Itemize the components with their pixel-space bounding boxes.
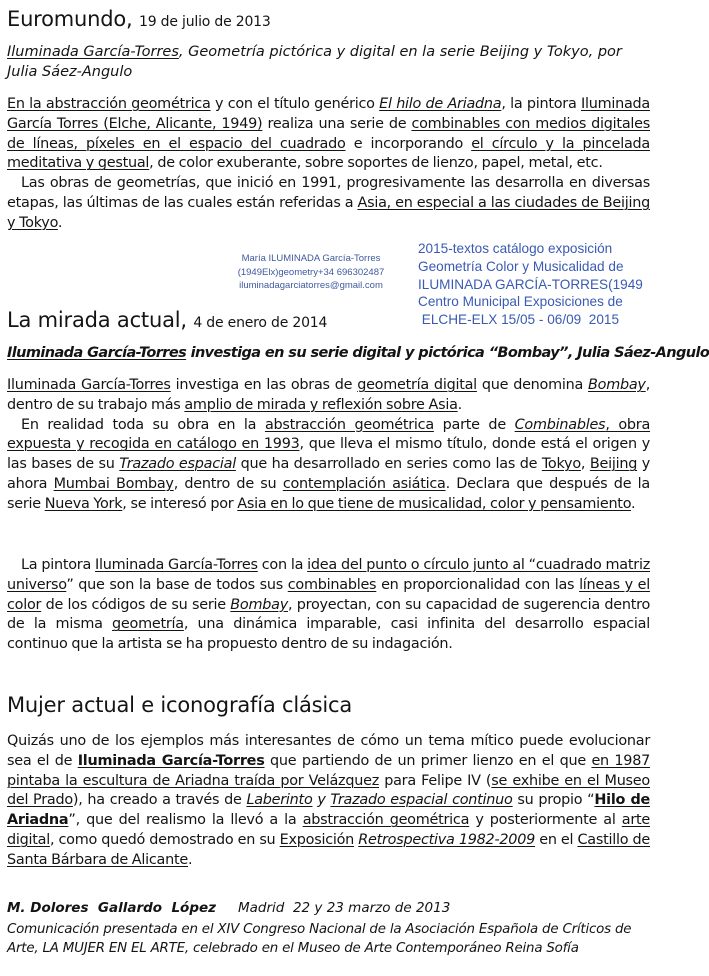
section1-byline bbox=[7, 42, 651, 82]
conference-note: Comunicación presentada en el XIV Congreso Nacional de la Asociación Española de Críticos de Arte, LA MUJER EN EL ARTE, celebrado en el Museo de Arte Contemporáneo Reina Sofía bbox=[7, 922, 632, 956]
text-span: , se interesó por bbox=[122, 495, 238, 512]
section3-body bbox=[7, 732, 650, 871]
text-span: Nueva York bbox=[44, 495, 123, 512]
text-span: La pintora bbox=[21, 557, 96, 573]
section1-byline-rest: , Geometría pictórica y digital en la serie Beijing y Tokyo, por Julia Sáez-Angulo bbox=[7, 44, 622, 80]
text-span: ” que son la base de todos sus bbox=[66, 576, 288, 593]
section2-paragraph-1 bbox=[7, 376, 650, 416]
credit-name: M. Dolores Gallardo López bbox=[7, 900, 216, 916]
text-span: parte de bbox=[433, 416, 515, 433]
text-span: en 1987 pintaba la escultura de Ariadna traída por Velázquez bbox=[7, 752, 651, 789]
text-span: se exhibe en el Museo del Prado bbox=[7, 772, 650, 809]
text-span: el círculo y la pincelada meditativa y gestual bbox=[7, 135, 650, 172]
text-span: , una dinámica imparable, casi infinita del desarrollo espacial continuo que la artista se ha propuesto dentro de su indagación. bbox=[7, 616, 650, 653]
text-span: abstracción geométrica bbox=[264, 416, 434, 433]
text-span: , dentro de su bbox=[173, 475, 283, 492]
section3-heading bbox=[7, 693, 352, 717]
text-span: Quizás uno de los ejemplos más interesantes de cómo un tema mítico puede evolucionar sea el de bbox=[7, 733, 650, 769]
text-span: realiza una serie de bbox=[262, 115, 412, 132]
text-span: y bbox=[312, 792, 331, 809]
text-span: Iluminada García-Torres bbox=[95, 557, 258, 573]
section3-title: Mujer actual e iconografía clásica bbox=[7, 693, 353, 717]
credit-place-date: Madrid 22 y 23 marzo de 2013 bbox=[238, 900, 451, 916]
text-span: ), ha creado a través de bbox=[72, 792, 247, 809]
text-span: Trazado espacial continuo bbox=[330, 792, 513, 809]
text-span: abstracción geométrica bbox=[302, 812, 470, 829]
section1-date: 19 de julio de 2013 bbox=[139, 14, 271, 30]
text-span: Asia, en especial a las ciudades de Beijing y Tokyo bbox=[7, 194, 650, 231]
text-span: geometría digital bbox=[357, 377, 477, 393]
text-span: que ha desarrollado en series como las de bbox=[235, 456, 542, 473]
section1-body bbox=[7, 95, 650, 234]
catalog-note bbox=[418, 240, 654, 329]
text-span: su propio “ bbox=[512, 792, 595, 809]
section2-heading bbox=[7, 308, 327, 332]
section3-paragraph-1 bbox=[7, 732, 650, 871]
text-span: con la bbox=[257, 557, 308, 573]
text-span: ”, que del realismo la llevó a la bbox=[68, 812, 303, 829]
section1-paragraph-2 bbox=[7, 174, 650, 233]
text-span: Iluminada García Torres (Elche, Alicante, 1949) bbox=[7, 96, 650, 132]
catalog-line: 2015-textos catálogo exposición bbox=[418, 241, 613, 256]
text-span: investiga en las obras de bbox=[170, 377, 358, 393]
text-span: geometría bbox=[112, 616, 184, 633]
section2-paragraph-2 bbox=[7, 416, 650, 515]
text-span: y con el título genérico bbox=[210, 96, 380, 112]
text-span: Las obras de geometrías, que inició en 1991, progresivamente las desarrolla en diversas etapas, las últimas de las cuales están referidas a bbox=[7, 175, 650, 211]
text-span: líneas y el color bbox=[7, 576, 650, 613]
text-span: Hilo de Ariadna bbox=[7, 792, 651, 829]
text-span: , la pintora bbox=[501, 96, 581, 112]
section1-heading bbox=[7, 7, 271, 31]
contact-phone: (1949Elx)geometry+34 696302487 bbox=[237, 266, 385, 278]
text-span: , bbox=[580, 456, 590, 473]
text-span: Laberinto bbox=[246, 792, 313, 809]
text-span: Mumbai Bombay bbox=[53, 475, 174, 492]
text-span: y posteriormente al bbox=[469, 812, 622, 829]
text-span: idea del punto o círculo junto al “cuadrado matriz universo bbox=[7, 557, 650, 593]
section1-title: Euromundo, bbox=[7, 7, 133, 31]
section2-body-2 bbox=[7, 556, 650, 655]
text-span: combinables bbox=[287, 576, 377, 593]
section2-date: 4 de enero de 2014 bbox=[193, 315, 328, 331]
text-span: En realidad toda su obra en la bbox=[21, 416, 265, 433]
text-span: . bbox=[631, 495, 636, 512]
text-span: para Felipe IV ( bbox=[379, 772, 492, 789]
text-span: Beijing bbox=[589, 456, 638, 473]
section2-body bbox=[7, 376, 650, 515]
text-span: Asia en lo que tiene de musicalidad, color y pensamiento bbox=[237, 495, 632, 512]
text-span: que denomina bbox=[476, 377, 589, 393]
text-span: Retrospectiva 1982-2009 bbox=[358, 831, 536, 848]
text-span: e incorporando bbox=[345, 135, 472, 152]
text-span: Iluminada García-Torres bbox=[7, 377, 171, 393]
contact-name: María ILUMINADA García-Torres bbox=[241, 253, 381, 264]
section2-title: La mirada actual, bbox=[7, 308, 187, 332]
text-span: Bombay bbox=[230, 596, 288, 613]
text-span: , dentro de su trabajo más bbox=[7, 377, 651, 413]
text-span: . bbox=[457, 396, 462, 413]
text-span: , de color exuberante, sobre soportes de lienzo, papel, metal, etc. bbox=[149, 155, 603, 172]
text-span: en proporcionalidad con las bbox=[376, 576, 580, 593]
catalog-line: ELCHE-ELX 15/05 - 06/09 2015 bbox=[418, 312, 620, 328]
section2-byline-rest: investiga en su serie digital y pictórica “Bombay”, Julia Sáez-Angulo bbox=[186, 345, 709, 361]
text-span: Trazado espacial bbox=[119, 456, 236, 473]
text-span: Tokyo bbox=[541, 456, 581, 473]
section2-byline bbox=[7, 343, 709, 363]
text-span: contemplación asiática bbox=[282, 475, 446, 492]
text-span: . Declara que después de la serie bbox=[7, 475, 650, 512]
text-span: , que lleva el mismo título, donde está el origen y las bases de su bbox=[7, 436, 650, 473]
text-span: Combinables bbox=[514, 416, 606, 433]
section2-byline-author: Iluminada García-Torres bbox=[7, 345, 187, 361]
text-span: , como quedó demostrado en su bbox=[49, 831, 280, 848]
catalog-line: Centro Municipal Exposiciones de bbox=[418, 294, 623, 310]
text-span: . bbox=[187, 851, 193, 868]
text-span: de los códigos de su serie bbox=[41, 596, 231, 613]
text-span: Iluminada García-Torres bbox=[77, 752, 265, 769]
text-span: arte digital bbox=[7, 812, 651, 848]
text-span: , proyectan, con su capacidad de sugerencia dentro de la misma bbox=[7, 596, 651, 633]
text-span: que partiendo de un primer lienzo en el que bbox=[264, 752, 592, 769]
text-span: Exposición bbox=[279, 831, 355, 848]
catalog-line: Geometría Color y Musicalidad de bbox=[418, 258, 624, 274]
text-span: Castillo de Santa Bárbara de Alicante bbox=[7, 831, 650, 868]
text-span: El hilo de Ariadna bbox=[379, 96, 502, 112]
contact-email: iluminadagarciatorres@gmail.com bbox=[239, 280, 383, 291]
text-span: En la abstracción geométrica bbox=[7, 96, 211, 112]
section1-paragraph-1 bbox=[7, 95, 650, 174]
text-span: y ahora bbox=[7, 456, 651, 492]
text-span: , obra expuesta y recogida en catálogo en 1993 bbox=[7, 416, 651, 453]
text-span: en el bbox=[535, 831, 578, 848]
text-span: amplio de mirada y reflexión sobre Asia bbox=[184, 396, 458, 413]
text-span: . bbox=[57, 214, 63, 231]
contact-block bbox=[213, 252, 409, 293]
section2-paragraph-3 bbox=[7, 556, 650, 655]
text-span: Bombay bbox=[588, 377, 646, 393]
text-span: combinables con medios digitales de líneas, píxeles en el espacio del cuadrado bbox=[7, 115, 650, 152]
section1-byline-author: Iluminada García-Torres bbox=[7, 44, 179, 60]
author-credit bbox=[7, 900, 450, 916]
catalog-line: ILUMINADA GARCÍA-TORRES(1949 bbox=[418, 276, 643, 292]
